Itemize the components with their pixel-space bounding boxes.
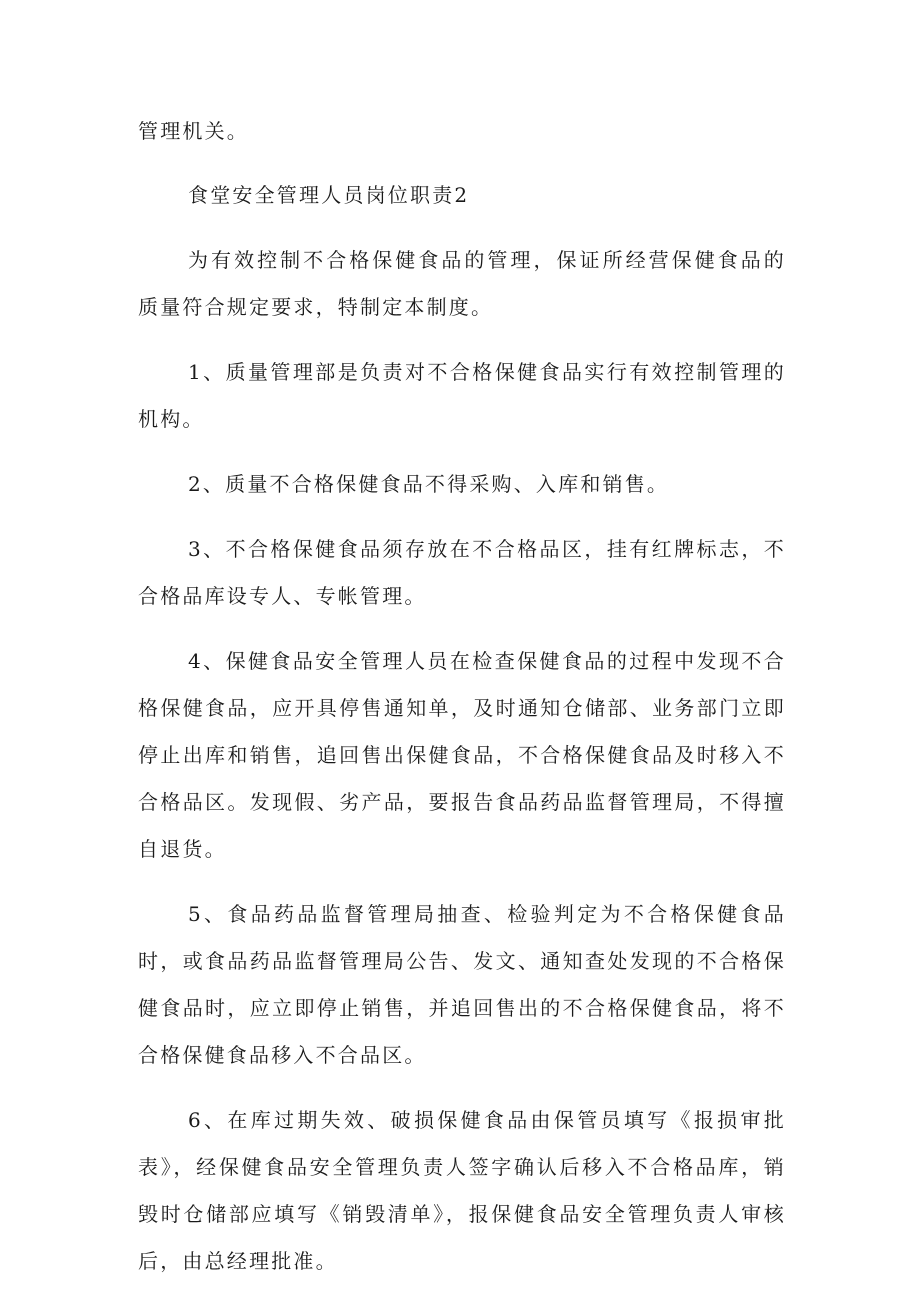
paragraph-item-6: 6、在库过期失效、破损保健食品由保管员填写《报损审批表》，经保健食品安全管理负责人签字确认后移入不合格品库，销毁时仓储部应填写《销毁清单》，报保健食品安全管理负责人审核后，由总经理批准。 bbox=[138, 1108, 786, 1273]
paragraph-item-1: 1、质量管理部是负责对不合格保健食品实行有效控制管理的机构。 bbox=[138, 360, 786, 431]
paragraph-intro: 为有效控制不合格保健食品的管理，保证所经营保健食品的质量符合规定要求，特制定本制度。 bbox=[138, 248, 786, 319]
paragraph-item-3: 3、不合格保健食品须存放在不合格品区，挂有红牌标志，不合格品库设专人、专帐管理。 bbox=[138, 537, 786, 608]
paragraph-continuation: 管理机关。 bbox=[138, 119, 249, 143]
paragraph-item-5: 5、食品药品监督管理局抽查、检验判定为不合格保健食品时，或食品药品监督管理局公告、发文、通知查处发现的不合格保健食品时，应立即停止销售，并追回售出的不合格保健食品，将不合格保健食品移入不合品区。 bbox=[138, 902, 786, 1067]
paragraph-item-2: 2、质量不合格保健食品不得采购、入库和销售。 bbox=[188, 472, 670, 496]
section-heading: 食堂安全管理人员岗位职责2 bbox=[188, 183, 470, 207]
document-body bbox=[138, 108, 786, 1303]
paragraph-item-4: 4、保健食品安全管理人员在检查保健食品的过程中发现不合格保健食品，应开具停售通知单，及时通知仓储部、业务部门立即停止出库和销售，追回售出保健食品，不合格保健食品及时移入不合格品区。发现假、劣产品，要报告食品药品监督管理局，不得擅自退货。 bbox=[138, 649, 786, 861]
